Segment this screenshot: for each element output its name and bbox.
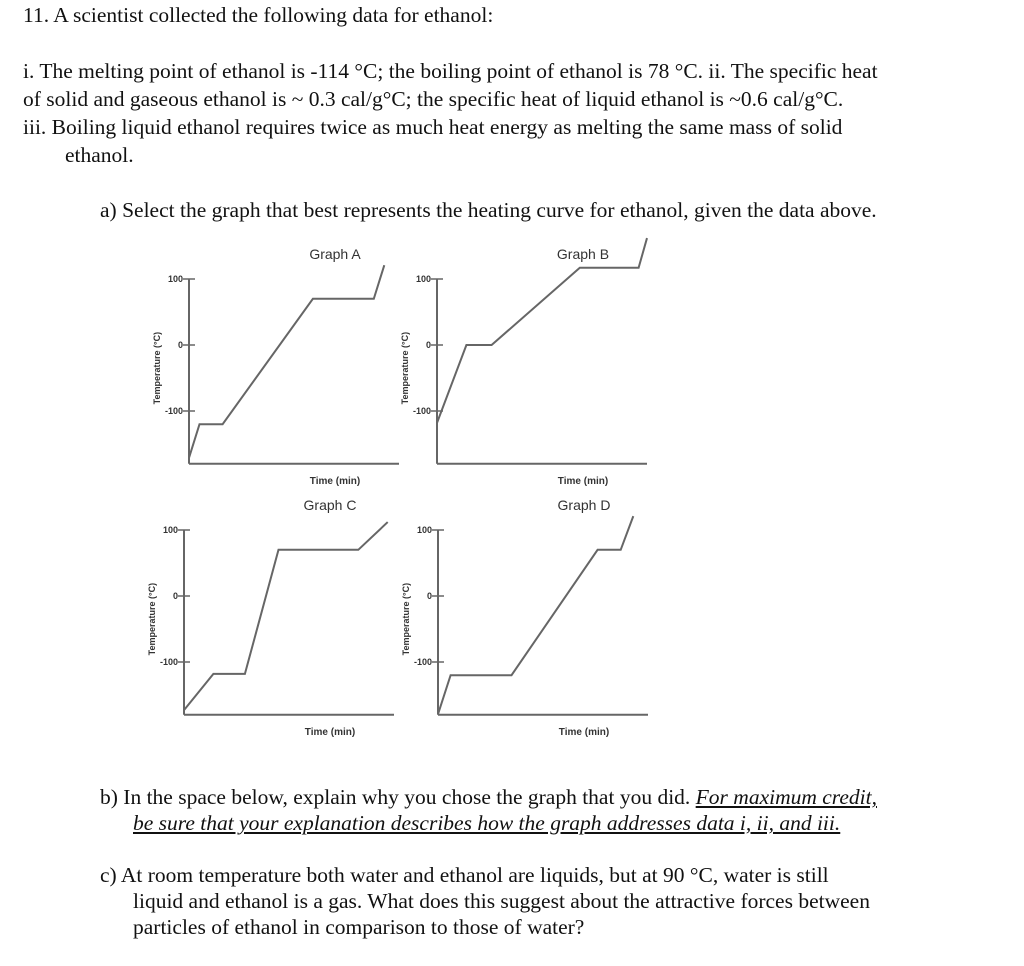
graph-title: Graph A xyxy=(309,246,361,262)
y-axis-label: Temperature (°C) xyxy=(401,582,411,656)
y-tick-label: 100 xyxy=(162,525,178,535)
y-tick-label: 0 xyxy=(177,340,183,350)
y-tick-label: 100 xyxy=(415,274,431,284)
data-line: of solid and gaseous ethanol is ~ 0.3 cal/g°C; the specific heat of liquid ethanol is ~0.6 cal/g°C. xyxy=(23,87,844,111)
part-b-emphasis: be sure that your explanation describes how the graph addresses data i, ii, and iii. xyxy=(133,811,841,835)
y-tick-label: -100 xyxy=(159,657,178,667)
y-axis-label: Temperature (°C) xyxy=(152,331,162,405)
heating-curve xyxy=(184,522,388,710)
y-tick-label: -100 xyxy=(413,657,432,667)
heating-curve xyxy=(189,265,384,458)
x-axis-label: Time (min) xyxy=(309,475,361,487)
part-c-line: particles of ethanol in comparison to those of water? xyxy=(133,915,585,939)
graph-d[interactable] xyxy=(388,490,728,740)
data-line: ethanol. xyxy=(65,143,134,167)
question-header: 11. A scientist collected the following data for ethanol: xyxy=(23,3,494,27)
graph-title: Graph C xyxy=(303,497,357,513)
y-tick-label: 0 xyxy=(172,591,178,601)
graph-title: Graph B xyxy=(556,246,610,262)
part-b-prompt xyxy=(100,784,877,810)
graph-title: Graph D xyxy=(557,497,611,513)
part-c-line: c) At room temperature both water and ethanol are liquids, but at 90 °C, water is still xyxy=(100,863,829,887)
part-c-line: liquid and ethanol is a gas. What does this suggest about the attractive forces between xyxy=(133,889,870,913)
y-axis-label: Temperature (°C) xyxy=(400,331,410,405)
y-tick-label: 100 xyxy=(416,525,432,535)
graph-b[interactable] xyxy=(387,239,727,489)
y-tick-label: -100 xyxy=(412,406,431,416)
part-b-text: b) In the space below, explain why you chose the graph that you did. xyxy=(100,785,696,809)
part-b-emphasis: For maximum credit, xyxy=(695,785,877,809)
heating-curve xyxy=(438,516,633,714)
x-axis-label: Time (min) xyxy=(304,726,356,738)
y-tick-label: 0 xyxy=(426,591,432,601)
y-tick-label: 0 xyxy=(425,340,431,350)
heating-curve xyxy=(437,238,647,423)
x-axis-label: Time (min) xyxy=(557,475,609,487)
y-tick-label: 100 xyxy=(167,274,183,284)
y-axis-label: Temperature (°C) xyxy=(147,582,157,656)
data-line: iii. Boiling liquid ethanol requires twice as much heat energy as melting the same mass of solid xyxy=(23,115,843,139)
data-line: i. The melting point of ethanol is -114 °C; the boiling point of ethanol is 78 °C. ii. The specific heat xyxy=(23,59,878,83)
x-axis-label: Time (min) xyxy=(558,726,610,738)
part-a-prompt: a) Select the graph that best represents the heating curve for ethanol, given the data above. xyxy=(100,198,877,222)
y-tick-label: -100 xyxy=(164,406,183,416)
